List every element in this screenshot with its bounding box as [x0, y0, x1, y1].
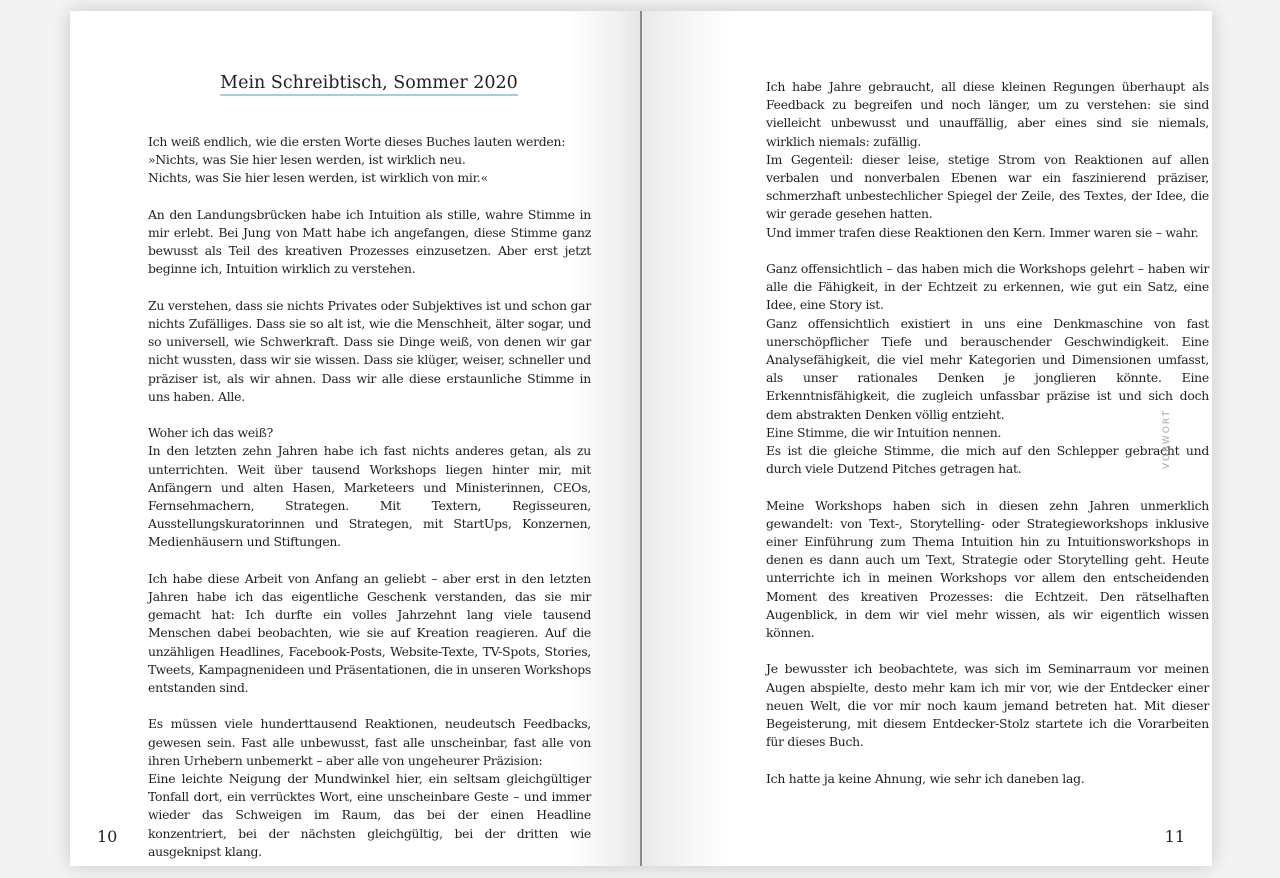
paragraph [766, 660, 1209, 751]
text-line: Eine Stimme, die wir Intuition nennen. [766, 424, 1002, 440]
text-line: Es ist die gleiche Stimme, die mich auf den Schlepper gebracht und durch viele Dutzend Pitches getragen hat. [766, 443, 1209, 477]
paragraph [766, 260, 1209, 478]
paragraph [148, 424, 591, 551]
page-number-right: 11 [1164, 827, 1185, 846]
text-line: Woher ich das weiß? [148, 425, 274, 441]
text-line: Und immer trafen diese Reaktionen den Kern. Immer waren sie – wahr. [766, 224, 1199, 240]
paragraph [148, 206, 591, 279]
paragraph [148, 297, 591, 406]
paragraph [766, 78, 1209, 242]
right-text-column [766, 78, 1209, 806]
left-text-column [148, 133, 591, 866]
page-number-left: 10 [97, 827, 118, 846]
text-line: Meine Workshops haben sich in diesen zehn Jahren unmerklich gewandelt: von Text-, Storytelling- oder Strategieworkshops inklusive einer Einführung zum Thema Intuition hin zu Intuitionsworkshops in denen es dann auch um Text, Strategie oder Storytelling geht. Heute unterrichte ich in meinen Workshops vor allem den entscheidenden Moment des kreativen Prozesses: die Echtzeit. Den rätselhaften Augenblick, in dem wir viel mehr wissen, als wir eigentlich wissen können. [766, 497, 1209, 641]
text-line: Ganz offensichtlich – das haben mich die Workshops gelehrt – haben wir alle die Fähigkeit, in der Echtzeit zu erkennen, wie gut ein Satz, eine Idee, eine Story ist. [766, 261, 1209, 313]
paragraph [148, 133, 591, 188]
text-line: Ganz offensichtlich existiert in uns eine Denkmaschine von fast unerschöpflicher Tiefe und berauschender Geschwindigkeit. Eine Analysefähigkeit, die viel mehr Kategorien und Dimensionen umfasst, als unser rationales Denken je jonglieren könnte. Eine Erkenntnisfähigkeit, die zugleich unfassbar präzise ist und sich doch dem abstrakten Denken völlig entzieht. [766, 315, 1209, 422]
text-line: Im Gegenteil: dieser leise, stetige Strom von Reaktionen auf allen verbalen und nonverbalen Ebenen war ein faszinierend präziser, schmerzhaft unbestechlicher Spiegel der Zeile, des Textes, der Idee, die wir gerade gesehen hatten. [766, 151, 1209, 222]
text-line: Je bewusster ich beobachtete, was sich im Seminarraum vor meinen Augen abspielte, desto mehr kam ich mir vor, wie der Entdecker einer neuen Welt, die vor mir noch kaum jemand betreten hat. Mit dieser Begeisterung, mit diesem Entdecker-Stolz startete ich die Vorarbeiten für dieses Buch. [766, 661, 1209, 750]
text-line: Ich weiß endlich, wie die ersten Worte dieses Buches lauten werden: [148, 134, 566, 149]
paragraph [766, 770, 1209, 788]
paragraph [766, 497, 1209, 643]
text-line: Ich habe Jahre gebraucht, all diese kleinen Regungen überhaupt als Feedback zu begreifen und noch länger, um zu verstehen: sie sind vielleicht unbewusst und unauffällig, aber eines sind sie niemals, wirklich niemals: zufällig. [766, 79, 1209, 149]
book-spread [70, 11, 1212, 866]
right-page [642, 11, 1212, 866]
text-line: Eine leichte Neigung der Mundwinkel hier, ein seltsam gleichgültiger Tonfall dort, ein verrücktes Wort, eine unscheinbare Geste – und immer wieder das Schweigen im Raum, das bei der einen Headline konzentriert, bei der nächsten gleichgültig, bei der dritten wie ausgeknipst klang. [148, 771, 591, 859]
running-head: VORWORT [1162, 409, 1172, 470]
text-line: An den Landungsbrücken habe ich Intuition als stille, wahre Stimme in mir erlebt. Bei Jung von Matt habe ich angefangen, diese Stimme ganz bewusst als Teil des kreativen Prozesses einzusetzen. Aber erst jetzt beginne ich, Intuition wirklich zu verstehen. [148, 206, 591, 277]
paragraph [148, 715, 591, 861]
text-line: Ich habe diese Arbeit von Anfang an geliebt – aber erst in den letzten Jahren habe ich das eigentliche Geschenk verstanden, das sie mir gemacht hat: Ich durfte ein volles Jahrzehnt lang viele tausend Menschen dabei beobachten, wie sie auf Kreation reagieren. Auf die unzähligen Headlines, Facebook-Posts, Website-Texte, TV-Spots, Stories, Tweets, Kampagnenideen und Präsentationen, die in unseren Workshops entstanden sind. [148, 570, 591, 696]
text-line: Zu verstehen, dass sie nichts Privates oder Subjektives ist und schon gar nichts Zufälliges. Dass sie so alt ist, wie die Menschheit, älter sogar, und so universell, wie Schwerkraft. Dass sie Dinge weiß, von denen wir gar nicht wussten, dass wir sie wissen. Dass sie klüger, weiser, schneller und präziser ist, als wir ahnen. Dass wir alle diese erstaunliche Stimme in uns haben. Alle. [148, 297, 591, 404]
paragraph [148, 570, 591, 697]
text-line: In den letzten zehn Jahren habe ich fast nichts anderes getan, als zu unterrichten. Weit über tausend Workshops liegen hinter mir, mit Anfängern und alten Hasen, Marketeers und Ministerinnen, CEOs, Fernsehmachern, Strategen. Mit Textern, Regisseuren, Ausstellungskuratorinnen und Strategen, mit StartUps, Konzernen, Medienhäusern und Stiftungen. [148, 443, 591, 550]
text-line: Nichts, was Sie hier lesen werden, ist wirklich von mir.« [148, 170, 488, 186]
text-line: »Nichts, was Sie hier lesen werden, ist wirklich neu. [148, 152, 466, 168]
text-line: Ich hatte ja keine Ahnung, wie sehr ich daneben lag. [766, 770, 1085, 786]
text-line: Es müssen viele hunderttausend Reaktionen, neudeutsch Feedbacks, gewesen sein. Fast alle unbewusst, fast alle unscheinbar, fast alle von ihren Urhebern unbemerkt – aber alle von ungeheurer Präzision: [148, 716, 591, 768]
left-page [70, 11, 640, 866]
chapter-heading: Mein Schreibtisch, Sommer 2020 [70, 73, 640, 93]
